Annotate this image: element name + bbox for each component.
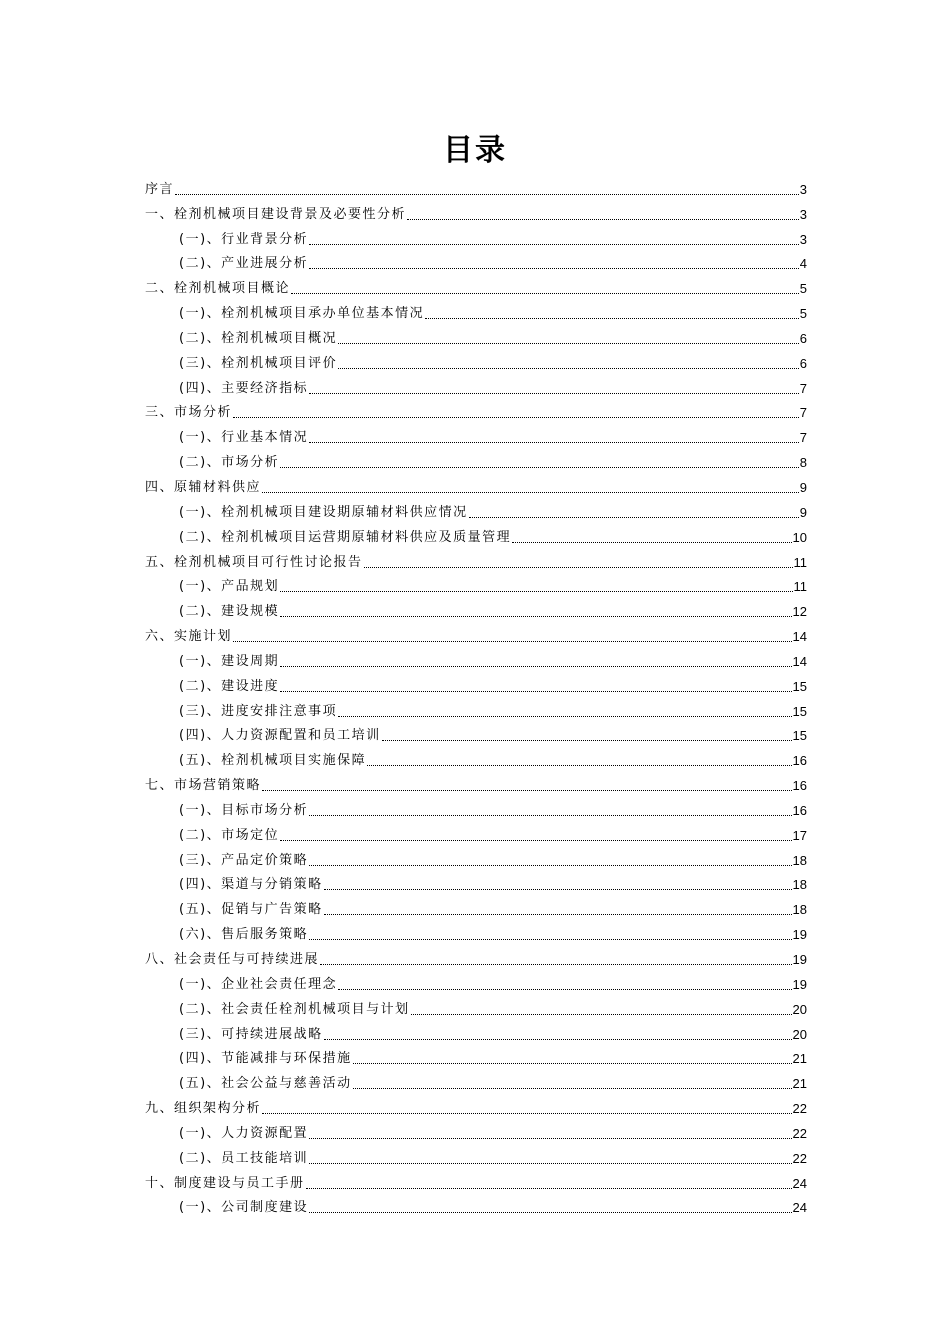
toc-page-number: 16: [792, 778, 807, 794]
toc-entry-text: (一)、栓剂机械项目承办单位基本情况: [179, 306, 425, 322]
toc-dot-leader: [309, 244, 799, 245]
toc-page-number: 24: [792, 1200, 807, 1216]
toc-page-number: 11: [793, 579, 807, 595]
toc-dot-leader: [353, 1063, 792, 1064]
toc-section-entry[interactable]: [145, 249, 807, 274]
toc-chapter-entry[interactable]: [145, 472, 807, 497]
toc-section-entry[interactable]: [145, 870, 807, 895]
toc-section-entry[interactable]: [145, 845, 807, 870]
toc-page-number: 3: [799, 206, 807, 222]
toc-page-number: 6: [799, 355, 807, 371]
toc-entry-text: (四)、节能减排与环保措施: [179, 1051, 352, 1067]
toc-page-number: 19: [792, 976, 807, 992]
toc-page-number: 7: [799, 430, 807, 446]
toc-dot-leader: [309, 939, 791, 940]
toc-dot-leader: [309, 1163, 791, 1164]
toc-entry-text: 一、栓剂机械项目建设背景及必要性分析: [145, 206, 407, 222]
toc-entry-text: (二)、产业进展分析: [179, 256, 309, 272]
toc-dot-leader: [280, 666, 791, 667]
toc-dot-leader: [367, 765, 791, 766]
toc-page-number: 3: [799, 181, 807, 197]
toc-dot-leader: [338, 989, 791, 990]
toc-entry-text: 九、组织架构分析: [145, 1101, 262, 1117]
toc-section-entry[interactable]: [145, 994, 807, 1019]
toc-entry-text: (四)、渠道与分销策略: [179, 877, 323, 893]
toc-dot-leader: [309, 1212, 791, 1213]
toc-dot-leader: [411, 1014, 792, 1015]
toc-chapter-entry[interactable]: [145, 174, 807, 199]
toc-dot-leader: [309, 442, 799, 443]
toc-entry-text: 八、社会责任与可持续进展: [145, 952, 320, 967]
toc-section-entry[interactable]: [145, 1019, 807, 1044]
toc-section-entry[interactable]: [145, 596, 807, 621]
toc-page-number: 17: [792, 827, 807, 843]
toc-entry-text: 十、制度建设与员工手册: [145, 1175, 305, 1191]
toc-section-entry[interactable]: [145, 671, 807, 696]
toc-entry-text: (一)、栓剂机械项目建设期原辅材料供应情况: [179, 504, 468, 520]
toc-section-entry[interactable]: [145, 323, 807, 348]
toc-page-number: 12: [792, 604, 807, 620]
toc-dot-leader: [338, 716, 791, 717]
toc-entry-text: (六)、售后服务策略: [179, 927, 309, 943]
toc-entry-text: (四)、主要经济指标: [179, 380, 309, 396]
toc-section-entry[interactable]: [145, 721, 807, 746]
toc-dot-leader: [262, 492, 799, 493]
toc-dot-leader: [309, 865, 791, 866]
toc-entry-text: (四)、人力资源配置和员工培训: [179, 728, 381, 744]
toc-dot-leader: [306, 1188, 792, 1189]
toc-page-number: 22: [792, 1125, 807, 1141]
toc-section-entry[interactable]: [145, 696, 807, 721]
toc-page-number: 15: [792, 728, 807, 744]
toc-page-number: 20: [792, 1001, 807, 1017]
toc-page-number: 7: [799, 405, 807, 421]
toc-entry-text: 七、市场营销策略: [145, 778, 262, 794]
toc-entry-text: (五)、促销与广告策略: [179, 902, 323, 918]
toc-entry-text: (五)、社会公益与慈善活动: [179, 1076, 352, 1092]
toc-section-entry[interactable]: [145, 298, 807, 323]
toc-entry-text: (一)、公司制度建设: [179, 1200, 309, 1216]
toc-dot-leader: [280, 616, 791, 617]
toc-dot-leader: [512, 542, 791, 543]
toc-page-number: 16: [792, 802, 807, 818]
toc-entry-text: (一)、行业基本情况: [179, 430, 309, 446]
toc-entry-text: 二、栓剂机械项目概论: [145, 281, 291, 297]
toc-section-entry[interactable]: [145, 348, 807, 373]
toc-dot-leader: [309, 268, 799, 269]
toc-dot-leader: [233, 417, 799, 418]
toc-page-number: 20: [792, 1026, 807, 1042]
toc-page-number: 14: [792, 653, 807, 669]
toc-section-entry[interactable]: [145, 1193, 807, 1218]
toc-entry-text: (二)、建设规模: [179, 604, 280, 620]
toc-section-entry[interactable]: [145, 1068, 807, 1093]
toc-page-number: 11: [793, 554, 807, 570]
toc-chapter-entry[interactable]: [145, 199, 807, 224]
toc-page-number: 6: [799, 330, 807, 346]
toc-dot-leader: [309, 393, 799, 394]
toc-entry-text: 三、市场分析: [145, 405, 233, 421]
toc-dot-leader: [324, 889, 792, 890]
toc-section-entry[interactable]: [145, 919, 807, 944]
toc-section-entry[interactable]: [145, 795, 807, 820]
toc-entry-text: (一)、行业背景分析: [179, 231, 309, 247]
toc-page-number: 18: [792, 902, 807, 918]
toc-entry-text: 序言: [145, 181, 175, 197]
toc-dot-leader: [280, 591, 792, 592]
toc-page-number: 3: [799, 231, 807, 247]
toc-dot-leader: [280, 467, 799, 468]
toc-dot-leader: [407, 219, 799, 220]
toc-list: [145, 174, 807, 1217]
toc-entry-text: (二)、市场分析: [179, 455, 280, 471]
toc-page-number: 5: [799, 306, 807, 322]
toc-entry-text: 四、原辅材料供应: [145, 479, 262, 495]
toc-page-number: 16: [792, 753, 807, 769]
toc-page-number: 18: [792, 852, 807, 868]
toc-entry-text: (三)、可持续进展战略: [179, 1026, 323, 1042]
toc-entry-text: (二)、市场定位: [179, 827, 280, 843]
toc-chapter-entry[interactable]: [145, 1168, 807, 1193]
toc-section-entry[interactable]: [145, 522, 807, 547]
toc-section-entry[interactable]: [145, 447, 807, 472]
toc-page-number: 24: [792, 1175, 807, 1191]
toc-chapter-entry[interactable]: [145, 547, 807, 572]
toc-page-number: 7: [799, 380, 807, 396]
toc-dot-leader: [262, 790, 792, 791]
toc-dot-leader: [338, 343, 799, 344]
toc-page-number: 8: [799, 455, 807, 471]
toc-entry-text: (二)、员工技能培训: [179, 1150, 309, 1166]
toc-entry-text: 五、栓剂机械项目可行性讨论报告: [145, 554, 363, 570]
toc-title: 目录: [443, 133, 507, 168]
toc-page-number: 14: [792, 629, 807, 645]
toc-page-number: 15: [792, 703, 807, 719]
toc-dot-leader: [175, 194, 799, 195]
toc-section-entry[interactable]: [145, 422, 807, 447]
toc-dot-leader: [324, 914, 792, 915]
toc-chapter-entry[interactable]: [145, 621, 807, 646]
toc-page-number: 4: [799, 256, 807, 272]
toc-entry-text: (一)、企业社会责任理念: [179, 976, 338, 992]
toc-dot-leader: [324, 1039, 792, 1040]
toc-page-number: 21: [792, 1076, 807, 1092]
toc-entry-text: 六、实施计划: [145, 629, 233, 645]
toc-page-number: 19: [792, 952, 807, 967]
toc-dot-leader: [309, 1138, 791, 1139]
toc-section-entry[interactable]: [145, 745, 807, 770]
toc-entry-text: (五)、栓剂机械项目实施保障: [179, 753, 367, 769]
toc-chapter-entry[interactable]: [145, 944, 807, 969]
toc-dot-leader: [338, 368, 799, 369]
toc-dot-leader: [262, 1113, 792, 1114]
toc-chapter-entry[interactable]: [145, 273, 807, 298]
toc-entry-text: (二)、社会责任栓剂机械项目与计划: [179, 1001, 410, 1017]
toc-entry-text: (三)、栓剂机械项目评价: [179, 355, 338, 371]
toc-page-number: 15: [792, 678, 807, 694]
toc-page-number: 22: [792, 1101, 807, 1117]
toc-dot-leader: [291, 293, 799, 294]
toc-dot-leader: [309, 815, 791, 816]
toc-dot-leader: [233, 641, 792, 642]
toc-entry-text: (二)、栓剂机械项目概况: [179, 330, 338, 346]
toc-section-entry[interactable]: [145, 1044, 807, 1069]
toc-section-entry[interactable]: [145, 646, 807, 671]
toc-chapter-entry[interactable]: [145, 398, 807, 423]
toc-entry-text: (一)、人力资源配置: [179, 1125, 309, 1141]
toc-section-entry[interactable]: [145, 894, 807, 919]
toc-section-entry[interactable]: [145, 224, 807, 249]
toc-page-number: 22: [792, 1150, 807, 1166]
toc-entry-text: (一)、产品规划: [179, 579, 280, 595]
toc-dot-leader: [353, 1088, 792, 1089]
toc-page-number: 9: [799, 504, 807, 520]
toc-section-entry[interactable]: [145, 969, 807, 994]
toc-dot-leader: [320, 964, 792, 965]
toc-dot-leader: [425, 318, 799, 319]
toc-chapter-entry[interactable]: [145, 770, 807, 795]
toc-dot-leader: [280, 840, 791, 841]
toc-entry-text: (二)、建设进度: [179, 678, 280, 694]
toc-section-entry[interactable]: [145, 373, 807, 398]
toc-section-entry[interactable]: [145, 497, 807, 522]
toc-entry-text: (三)、进度安排注意事项: [179, 703, 338, 719]
toc-dot-leader: [280, 691, 791, 692]
toc-page-number: 18: [792, 877, 807, 893]
toc-entry-text: (一)、目标市场分析: [179, 802, 309, 818]
toc-dot-leader: [469, 517, 799, 518]
toc-entry-text: (三)、产品定价策略: [179, 852, 309, 868]
toc-dot-leader: [364, 567, 793, 568]
toc-section-entry[interactable]: [145, 572, 807, 597]
toc-section-entry[interactable]: [145, 820, 807, 845]
toc-page-number: 10: [792, 529, 807, 545]
toc-dot-leader: [382, 740, 792, 741]
toc-page-number: 19: [792, 927, 807, 943]
toc-entry-text: (一)、建设周期: [179, 653, 280, 669]
toc-page-number: 5: [799, 281, 807, 297]
toc-page-number: 21: [792, 1051, 807, 1067]
toc-section-entry[interactable]: [145, 1118, 807, 1143]
toc-page-number: 9: [799, 479, 807, 495]
toc-section-entry[interactable]: [145, 1143, 807, 1168]
toc-entry-text: (二)、栓剂机械项目运营期原辅材料供应及质量管理: [179, 529, 512, 545]
toc-chapter-entry[interactable]: [145, 1093, 807, 1118]
